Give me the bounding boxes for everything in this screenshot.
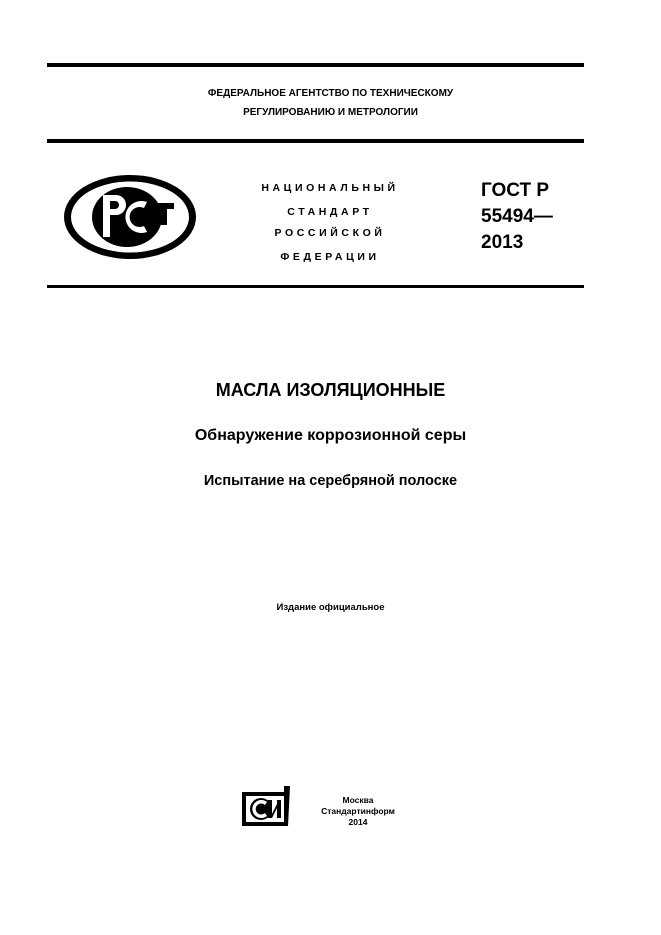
edition-label: Издание официальное bbox=[276, 602, 385, 613]
standard-line-2: СТАНДАРТ bbox=[287, 206, 373, 218]
document-subtitle-2: Испытание на серебряной полоске bbox=[203, 473, 458, 489]
publisher-year: 2014 bbox=[348, 817, 368, 827]
standard-line-4: ФЕДЕРАЦИИ bbox=[280, 251, 380, 263]
header-rule bbox=[47, 139, 584, 143]
top-rule bbox=[47, 63, 584, 67]
gost-line-2: 55494— bbox=[481, 206, 553, 227]
gost-line-3: 2013 bbox=[481, 232, 524, 253]
agency-line-1: ФЕДЕРАЛЬНОЕ АГЕНТСТВО ПО ТЕХНИЧЕСКОМУ bbox=[207, 88, 454, 99]
gost-line-1: ГОСТ Р bbox=[481, 180, 550, 201]
document-subtitle: Обнаружение коррозионной серы bbox=[194, 427, 467, 444]
rst-certification-logo-icon bbox=[61, 173, 199, 261]
standartinform-logo-icon bbox=[240, 786, 292, 828]
publisher-city: Москва bbox=[342, 795, 374, 805]
block-rule bbox=[47, 285, 584, 288]
agency-line-2: РЕГУЛИРОВАНИЮ И МЕТРОЛОГИИ bbox=[243, 107, 418, 118]
standartinform-logo bbox=[240, 786, 292, 828]
standard-line-3: РОССИЙСКОЙ bbox=[274, 227, 386, 239]
rst-logo bbox=[61, 173, 199, 261]
standard-line-1: НАЦИОНАЛЬНЫЙ bbox=[261, 182, 399, 194]
document-title: МАСЛА ИЗОЛЯЦИОННЫЕ bbox=[215, 380, 446, 400]
publisher-name: Стандартинформ bbox=[321, 806, 395, 816]
